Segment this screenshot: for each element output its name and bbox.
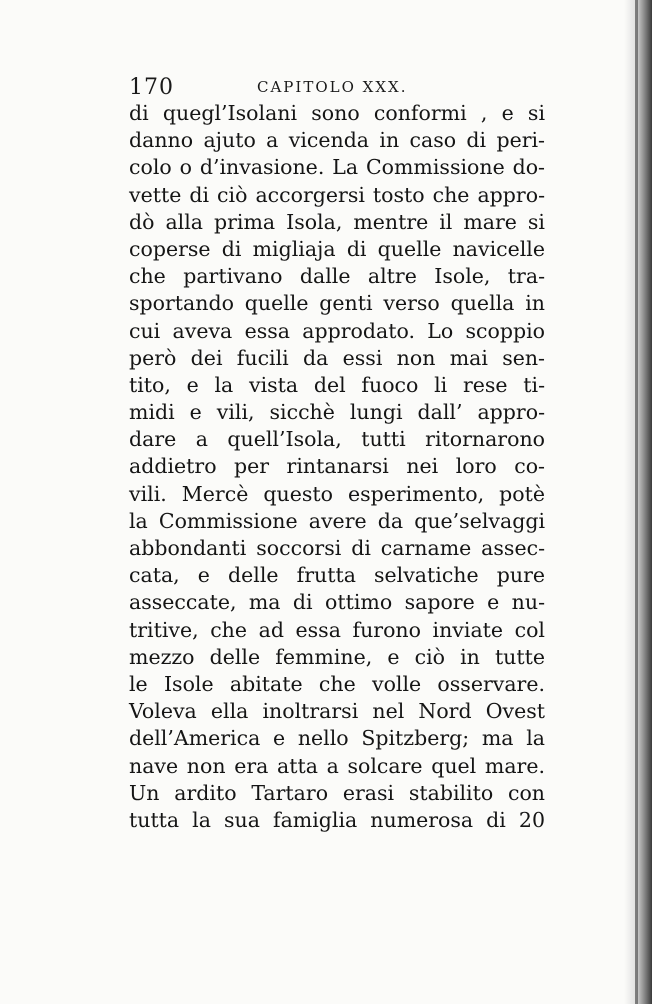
text-line: midi e vili, sicchè lungi dall’ appro- [129, 400, 545, 425]
text-line: coperse di migliaja di quelle navicelle [129, 236, 545, 261]
text-line: Un ardito Tartaro erasi stabilito con [129, 780, 545, 805]
page-header [129, 75, 549, 103]
page-number: 170 [129, 75, 174, 100]
text-line: abbondanti soccorsi di carname assec- [129, 536, 545, 560]
text-line: tutta la sua famiglia numerosa di 20 [129, 807, 545, 832]
text-line: addietro per rintanarsi nei loro co- [129, 454, 545, 479]
text-line: la Commissione avere da que’selvaggi [129, 508, 545, 533]
text-line: danno ajuto a vicenda in caso di peri- [129, 128, 545, 153]
text-line: Voleva ella inoltrarsi nel Nord Ovest [129, 699, 545, 724]
text-line: asseccate, ma di ottimo sapore e nu- [129, 590, 545, 615]
text-line: tito, e la vista del fuoco li rese ti- [129, 372, 545, 397]
text-line: dell’America e nello Spitzberg; ma la [129, 726, 545, 751]
text-line: mezzo delle femmine, e ciò in tutte [129, 644, 545, 669]
text-line: vili. Mercè questo esperimento, potè [129, 481, 545, 506]
text-line: che partivano dalle altre Isole, tra- [129, 264, 545, 289]
text-line: sportando quelle genti verso quella in [129, 291, 545, 316]
running-head: CAPITOLO XXX. [257, 78, 408, 96]
text-line: nave non era atta a solcare quel mare. [129, 753, 545, 778]
text-line: però dei fucili da essi non mai sen- [129, 345, 545, 370]
page-edge-shadow [624, 0, 652, 1004]
text-line: colo o d’invasione. La Commissione do- [129, 155, 545, 180]
body-text [129, 100, 545, 834]
text-line: tritive, che ad essa furono inviate col [129, 617, 545, 642]
text-line: le Isole abitate che volle osservare. [129, 671, 545, 696]
text-line: vette di ciò accorgersi tosto che appro- [129, 182, 545, 207]
text-line: di quegl’Isolani sono conformi , e si [129, 101, 545, 125]
text-line: cata, e delle frutta selvatiche pure [129, 563, 545, 588]
text-line: cui aveva essa approdato. Lo scoppio [129, 318, 545, 343]
page-edge-line [635, 0, 638, 1004]
text-line: dò alla prima Isola, mentre il mare si [129, 209, 545, 234]
text-line: dare a quell’Isola, tutti ritornarono [129, 427, 545, 452]
